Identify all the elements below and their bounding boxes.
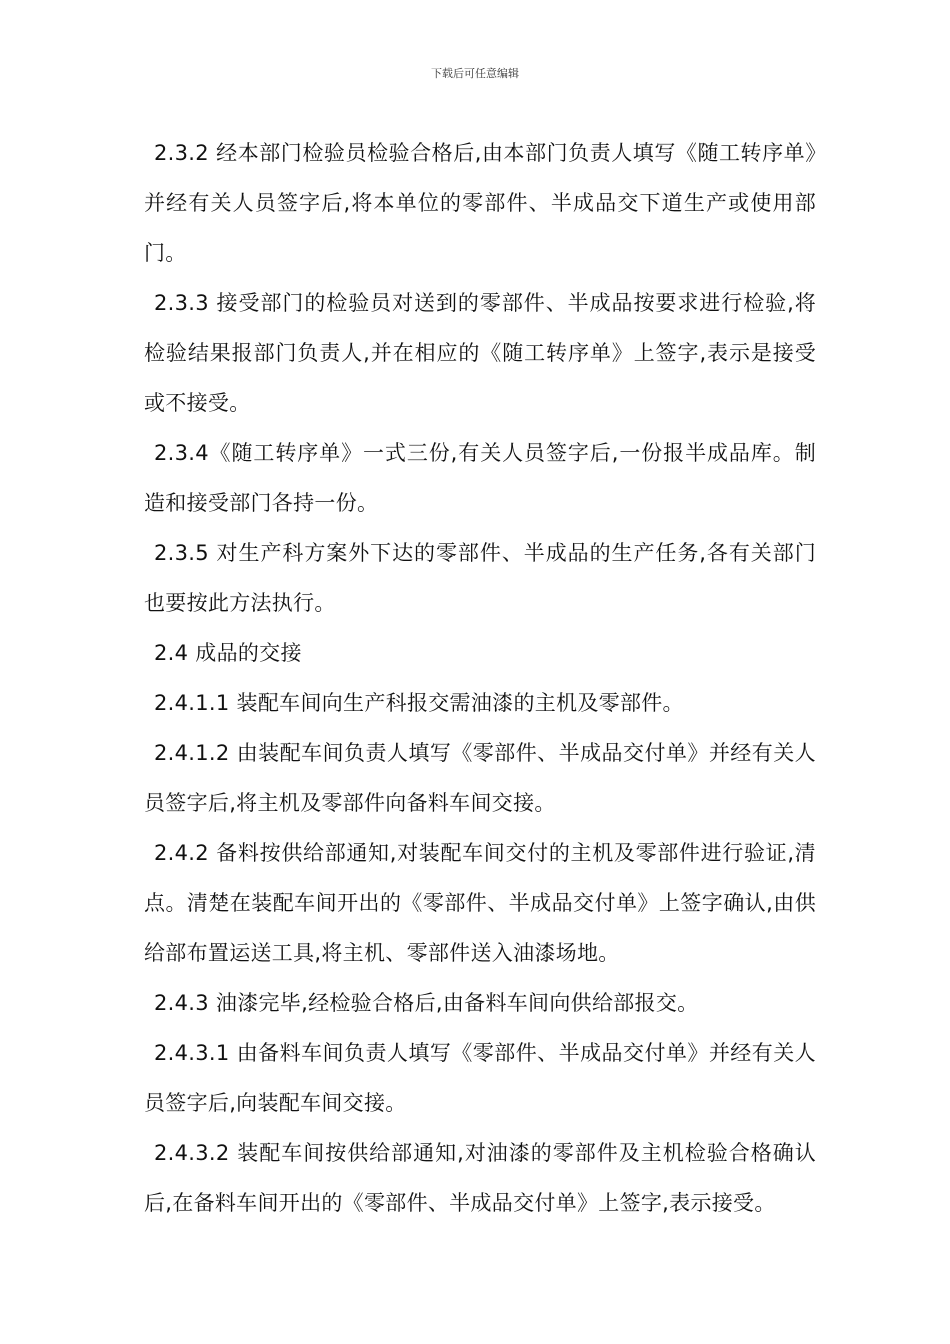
paragraph-2-4-3-2: 2.4.3.2 装配车间按供给部通知,对油漆的零部件及主机检验合格确认后,在备料车间开出的《零部件、半成品交付单》上签字,表示接受。: [144, 1141, 816, 1215]
paragraph-2-4-2: 2.4.2 备料按供给部通知,对装配车间交付的主机及零部件进行验证,清点。清楚在装配车间开出的《零部件、半成品交付单》上签字确认,由供给部布置运送工具,将主机、零部件送入油漆场地。: [144, 841, 816, 965]
page-header: 下载后可任意编辑: [431, 67, 519, 80]
paragraph-2-4-1-2: 2.4.1.2 由装配车间负责人填写《零部件、半成品交付单》并经有关人员签字后,将主机及零部件向备料车间交接。: [144, 741, 816, 815]
paragraph-2-3-5: 2.3.5 对生产科方案外下达的零部件、半成品的生产任务,各有关部门也要按此方法执行。: [144, 541, 816, 615]
section-heading-2-4: 2.4 成品的交接: [154, 641, 302, 665]
paragraph-2-3-4: 2.3.4《随工转序单》一式三份,有关人员签字后,一份报半成品库。制造和接受部门各持一份。: [144, 441, 816, 515]
document-body: [144, 128, 816, 1228]
paragraph-2-3-3: 2.3.3 接受部门的检验员对送到的零部件、半成品按要求进行检验,将检验结果报部门负责人,并在相应的《随工转序单》上签字,表示是接受或不接受。: [144, 291, 816, 415]
paragraph-2-3-2: 2.3.2 经本部门检验员检验合格后,由本部门负责人填写《随工转序单》并经有关人员签字后,将本单位的零部件、半成品交下道生产或使用部门。: [144, 141, 816, 265]
paragraph-2-4-1-1: 2.4.1.1 装配车间向生产科报交需油漆的主机及零部件。: [154, 691, 684, 715]
paragraph-2-4-3: 2.4.3 油漆完毕,经检验合格后,由备料车间向供给部报交。: [154, 991, 699, 1015]
paragraph-2-4-3-1: 2.4.3.1 由备料车间负责人填写《零部件、半成品交付单》并经有关人员签字后,向装配车间交接。: [144, 1041, 816, 1115]
